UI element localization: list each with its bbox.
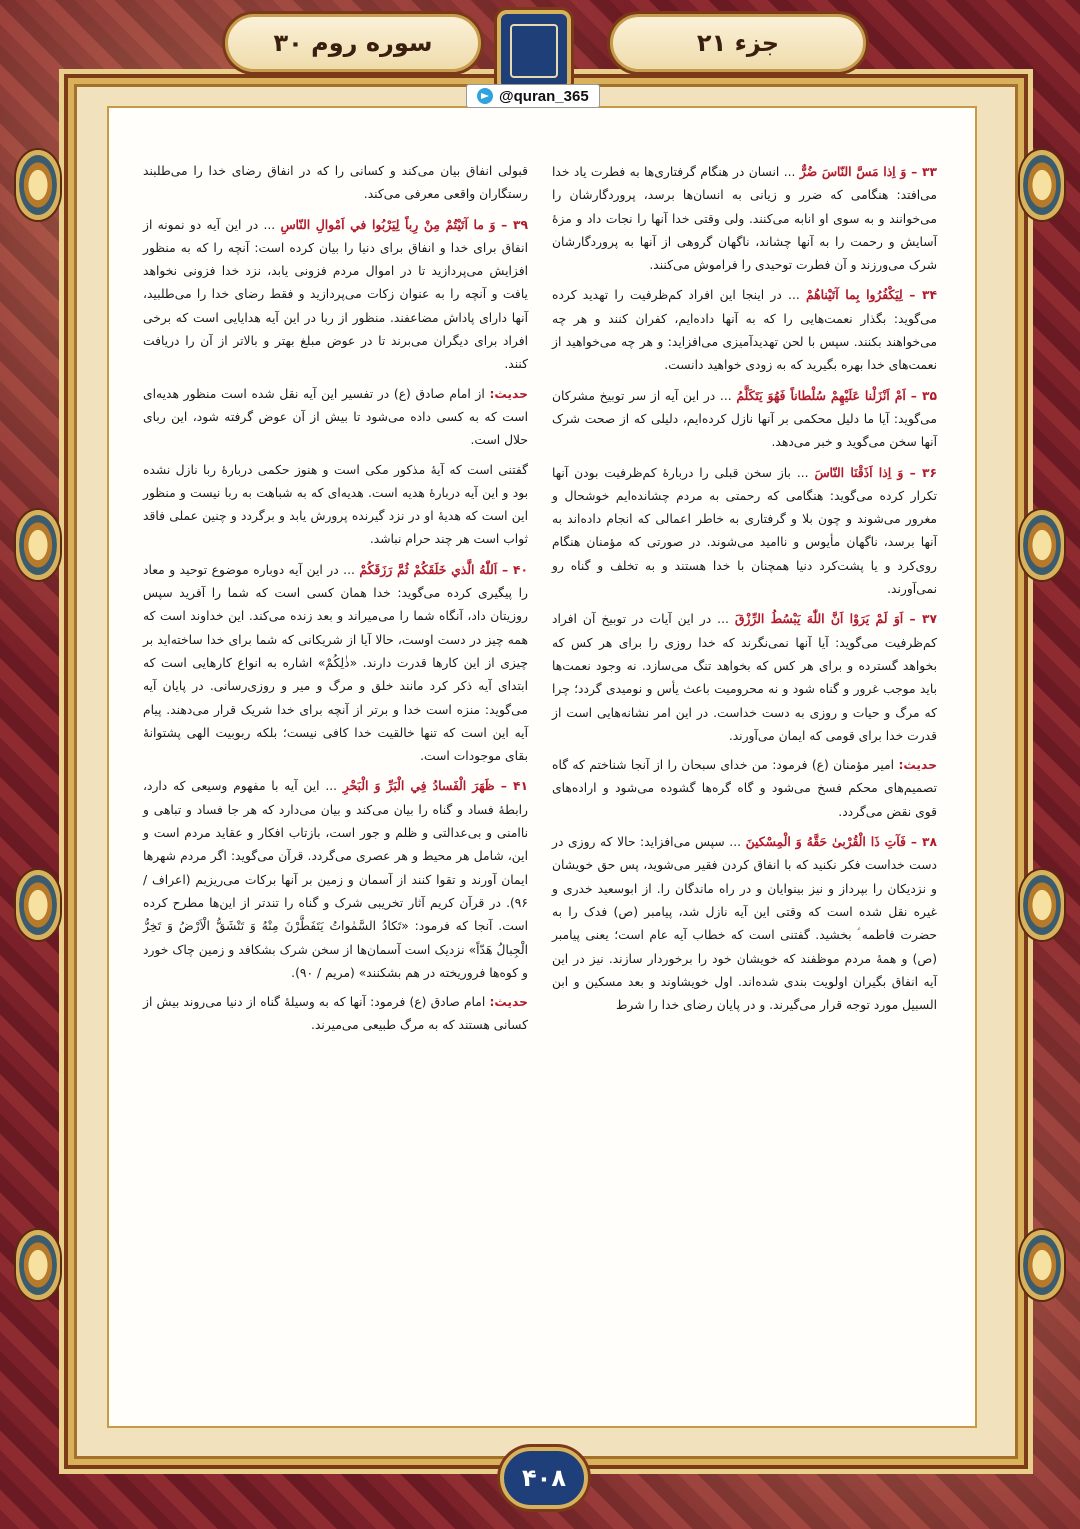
page-number: ۴۰۸ xyxy=(500,1447,588,1509)
commentary-text: ... سپس می‌افزاید: حالا که روزی در دست خداست فکر نکنید که با انفاق کردن فقیر می‌شوید، پس حق خویشان و نزدیکان را بپرداز و نیز بینوایان و در راه ماندگان را. از ابوسعید خدری و غیره نقل شده است که وقتی این آیه نازل شد، پیامبر (ص) فدک را به حضرت فاطمه ؑ بخشید. گفتنی است که خطاب آیه عام است؛ یعنی پیامبر (ص) و همهٔ مردم موظفند که خویشان خود را برخوردار سازند. نیز در این آیه انفاق بگیران اولویت بندی شده‌اند. اول خویشاوند و بعد مسکین و ابن السبیل مورد توجه قرار می‌گیرند. و در پایان رضای خدا را شرط xyxy=(552,835,937,1013)
verse-text: وَ ما آتَيْتُمْ مِنْ رِباً لِيَرْبُوا في اَمْوالِ النّاسِ xyxy=(280,216,496,232)
commentary-text: ... در این آیه دو نمونه از انفاق برای خدا و انفاق برای دنیا را بیان کرده است: آنچه را که به منظور افزایش می‌پردازید تا در اموال مردم فزونی یابد، نزد خدا فزونی نخواهد یافت و آنچه را به عنوان زکات می‌پردازید و فقط رضای خدا را می‌طلبید، آنها دارای پاداش مضاعفند. منظور از ربا در این آیه هدایایی است که برخی افراد برای دیگران می‌برند تا در عوض مبلغ بهتر و بالاتر از آن را دریافت کنند. xyxy=(143,217,528,372)
verse-text: اَللّٰهُ الَّذي خَلَقَكُمْ ثُمَّ رَزَقَكُمْ xyxy=(359,561,498,577)
commentary-paragraph xyxy=(143,160,528,207)
channel-handle[interactable] xyxy=(466,84,600,108)
commentary-paragraph xyxy=(143,459,528,552)
commentary-paragraph xyxy=(552,754,937,824)
left-border-ornaments xyxy=(8,90,68,1440)
commentary-text: ... در این آیه از سر توبیخ مشرکان می‌گوید: آیا ما دلیل محکمی بر آنها نازل کرده‌ایم، دلیلی که از صحت شرک آنها سخن می‌گوید و خبر می‌دهد. xyxy=(552,388,937,450)
border-medallion-icon xyxy=(1020,1230,1064,1300)
commentary-paragraph xyxy=(143,774,528,985)
commentary-paragraph xyxy=(552,607,937,748)
verse-text: لِيَكْفُرُوا بِما آتَيْناهُمْ xyxy=(805,287,903,303)
commentary-text: قبولی انفاق بیان می‌کند و کسانی را که در انفاق رضای خدا را می‌طلبند رستگاران واقعی معرفی می‌کند. xyxy=(143,164,528,202)
verse-text: فَآتِ ذَا الْقُرْبىٰ حَقَّهُ وَ الْمِسْكينَ xyxy=(745,834,906,850)
verse-number: ۳۹ – xyxy=(495,217,528,232)
commentary-text: امیر مؤمنان (ع) فرمود: من خدای سبحان را از آنجا شناختم که گاه تصمیم‌های محکم فسخ می‌شود و گاه گره‌ها گشوده می‌شود و اراده‌های قوی نقض می‌گردد. xyxy=(552,758,937,819)
commentary-text: ... در اینجا این افراد کم‌ظرفیت را تهدید کرده می‌گوید: بگذار نعمت‌هایی را که به آنها داده‌ایم، کفران کنند و هر چه می‌خواهند بکنند. سپس با لحن تهدیدآمیزی می‌افزاید: و هر چه می‌خواهید از نعمت‌های خدا بهره بگیرید که به زودی خواهید دانست. xyxy=(552,288,937,373)
verse-number: ۳۷ – xyxy=(903,612,937,627)
verse-text: وَ اِذا مَسَّ النّاسَ ضُرٌّ xyxy=(799,164,907,179)
commentary-text: ... باز سخن قبلی را دربارهٔ کم‌ظرفیت بودن آنها تکرار کرده می‌گوید: هنگامی که رحمتی به مردم چشانده‌ایم خوشحال و مغرور می‌شوند و چون بلا و گرفتاری به خاطر اعمالی که انجام داده‌اند به آنها برسد، ناگهان مأیوس و ناامید می‌شوند. در صورتی که مؤمنان هنگام روی‌کرد و یا پشت‌کرد دنیا همچنان با خدا هستند و به تخلف و گناه رو نمی‌آورند. xyxy=(552,465,937,597)
left-column xyxy=(143,160,528,1044)
commentary-paragraph xyxy=(552,384,937,455)
commentary-paragraph xyxy=(143,558,528,769)
border-medallion-icon xyxy=(1020,150,1064,220)
commentary-paragraph xyxy=(552,461,937,602)
commentary-text: ... انسان در هنگام گرفتاری‌ها به فطرت یاد خدا می‌افتد: هنگامی که ضرر و زیانی به انسان‌ها برسد، پروردگارشان را می‌خوانند و به سوی او انابه می‌کنند. ولی وقتی خدا آنها را نجات داد و مزهٔ آسایش و رحمت را به آنها چشاند، ناگهان گروهی از آنها به پروردگارشان شرک می‌ورزند و آن فطرت توحیدی را فراموش می‌کنند. xyxy=(552,165,937,273)
right-column xyxy=(552,160,937,1023)
commentary-text: از امام صادق (ع) در تفسیر این آیه نقل شده است منظور هدیه‌ای است که به کسی داده می‌شود تا بیش از آن عوض گرفته شود، این ربای حلال است. xyxy=(143,386,528,448)
handle-text: @quran_365 xyxy=(499,87,589,105)
right-border-ornaments xyxy=(1012,90,1072,1440)
commentary-paragraph xyxy=(143,991,528,1038)
hadith-label: حدیث: xyxy=(898,758,937,773)
border-medallion-icon xyxy=(1020,870,1064,940)
verse-text: وَ اِذا اَذَقْنَا النّاسَ xyxy=(814,464,904,480)
verse-text: ظَهَرَ الْفَسادُ فِي الْبَرِّ وَ الْبَحْرِ xyxy=(342,778,495,794)
commentary-paragraph xyxy=(552,283,937,377)
verse-text: اَوَ لَمْ يَرَوْا اَنَّ اللّٰهَ يَبْسُطُ الرِّزْقَ xyxy=(734,611,904,627)
verse-number: ۳۵ – xyxy=(905,388,937,403)
commentary-text: گفتنی است که آیهٔ مذکور مکی است و هنوز حکمی دربارهٔ ربا نازل نشده بود و این آیه دربارهٔ هدیه است. هدیه‌ای که به شباهت به ربا نیست و منظور این است که هدیهٔ او در نزد گیرنده پرورش یابد و برگردد و چنین عملی فاقد ثواب است هر چند حرام نباشد. xyxy=(143,462,528,547)
juz-label: جزء ۲۱ xyxy=(610,14,866,72)
border-medallion-icon xyxy=(1020,510,1064,580)
commentary-paragraph xyxy=(552,160,937,277)
surah-label: سوره روم ۳۰ xyxy=(225,14,481,72)
commentary-text: ... این آیه با مفهوم وسیعی که دارد، رابطهٔ فساد و گناه را بیان می‌کند و بیان می‌دارد که هر جا فساد و تباهی و ناامنی و بی‌عدالتی و ظلم و جور است، بازتاب افکار و عقاید مردم است و این، شامل هر محیط و هر عصری می‌گردد. قرآن می‌گوید: اگر مردم شهرها ایمان آورند و تقوا کنند از آسمان و زمین بر آنها برکات می‌ریزیم (اعراف / ۹۶). در قرآن کریم آثار تخریبی شرک و گناه را تندتر از این‌ها مطرح کرده است. آنجا که فرمود: «تَكادُ السَّمٰواتُ يَتَفَطَّرْنَ مِنْهُ وَ تَنْشَقُّ الْاَرْضُ وَ تَخِرُّ الْجِبالُ هَدّاً» نزدیک است آسمان‌ها از سخن شرک بشکافد و زمین چاک خورد و کوه‌ها فروریخته در هم بشکنند» (مریم / ۹۰). xyxy=(143,779,528,980)
commentary-text: ... در این آیه دوباره موضوع توحید و معاد را پیگیری کرده می‌گوید: خدا همان کسی است که شما را آفرید سپس روزیتان داد، آنگاه شما را می‌میراند و بعد زنده می‌کند. این خداوند است که همه چیز در دست اوست، حالا آیا از شریکانی که شما برای خدا ساخته‌اید بر چیزی از این کارها قدرت دارند. «ذٰلِكُمْ» اشاره به انواع کارهایی است که ابتدای آیه ذکر کرد مانند خلق و مرگ و میر و روزی‌رسانی. در پایان آیه می‌گوید: منزه است خدا و برتر از آنچه برای خدا شریک قرار می‌دهند. پیام آیه این است که تنها خالقیت خدا کافی نیست؛ بلکه ربوبیت الهی پشتوانهٔ بقای موجودات است. xyxy=(143,562,528,764)
border-medallion-icon xyxy=(16,150,60,220)
verse-number: ۳۶ – xyxy=(903,465,938,480)
commentary-paragraph xyxy=(143,383,528,453)
border-medallion-icon xyxy=(16,870,60,940)
commentary-text: امام صادق (ع) فرمود: آنها که به وسیلهٔ گناه از دنیا می‌روند بیش از کسانی هستند که به مرگ طبیعی می‌میرند. xyxy=(143,995,528,1033)
border-medallion-icon xyxy=(16,1230,60,1300)
hadith-label: حدیث: xyxy=(489,386,528,401)
commentary-paragraph xyxy=(552,830,937,1017)
commentary-text: ... در این آیات در توبیخ آن افراد کم‌ظرفیت می‌گوید: آیا آنها نمی‌نگرند که خدا روزی را برای هر کس که بخواهد گسترده و برای هر کس که بخواهد تنگ می‌سازد. نه وجود نعمت‌ها باید موجب غرور و گناه شود و نه محرومیت باعث یأس و نومیدی گردد؛ چرا که مرگ و حیات و روزی به دست خداست. در این امر نشانه‌هایی است از قدرت خدا برای قومی که ایمان می‌آورند. xyxy=(552,612,937,743)
border-medallion-icon xyxy=(16,510,60,580)
verse-number: ۴۰ – xyxy=(497,562,528,577)
verse-number: ۴۱ – xyxy=(494,779,528,794)
telegram-icon xyxy=(477,88,493,104)
verse-number: ۳۸ – xyxy=(905,835,937,850)
verse-number: ۳۴ – xyxy=(902,288,937,303)
hadith-label: حدیث: xyxy=(489,995,528,1010)
verse-text: اَمْ اَنْزَلْنا عَلَيْهِمْ سُلْطاناً فَهُوَ يَتَكَلَّمُ xyxy=(736,387,906,403)
quran-logo-icon xyxy=(497,10,571,92)
commentary-paragraph xyxy=(143,213,528,377)
verse-number: ۳۳ – xyxy=(906,165,937,179)
